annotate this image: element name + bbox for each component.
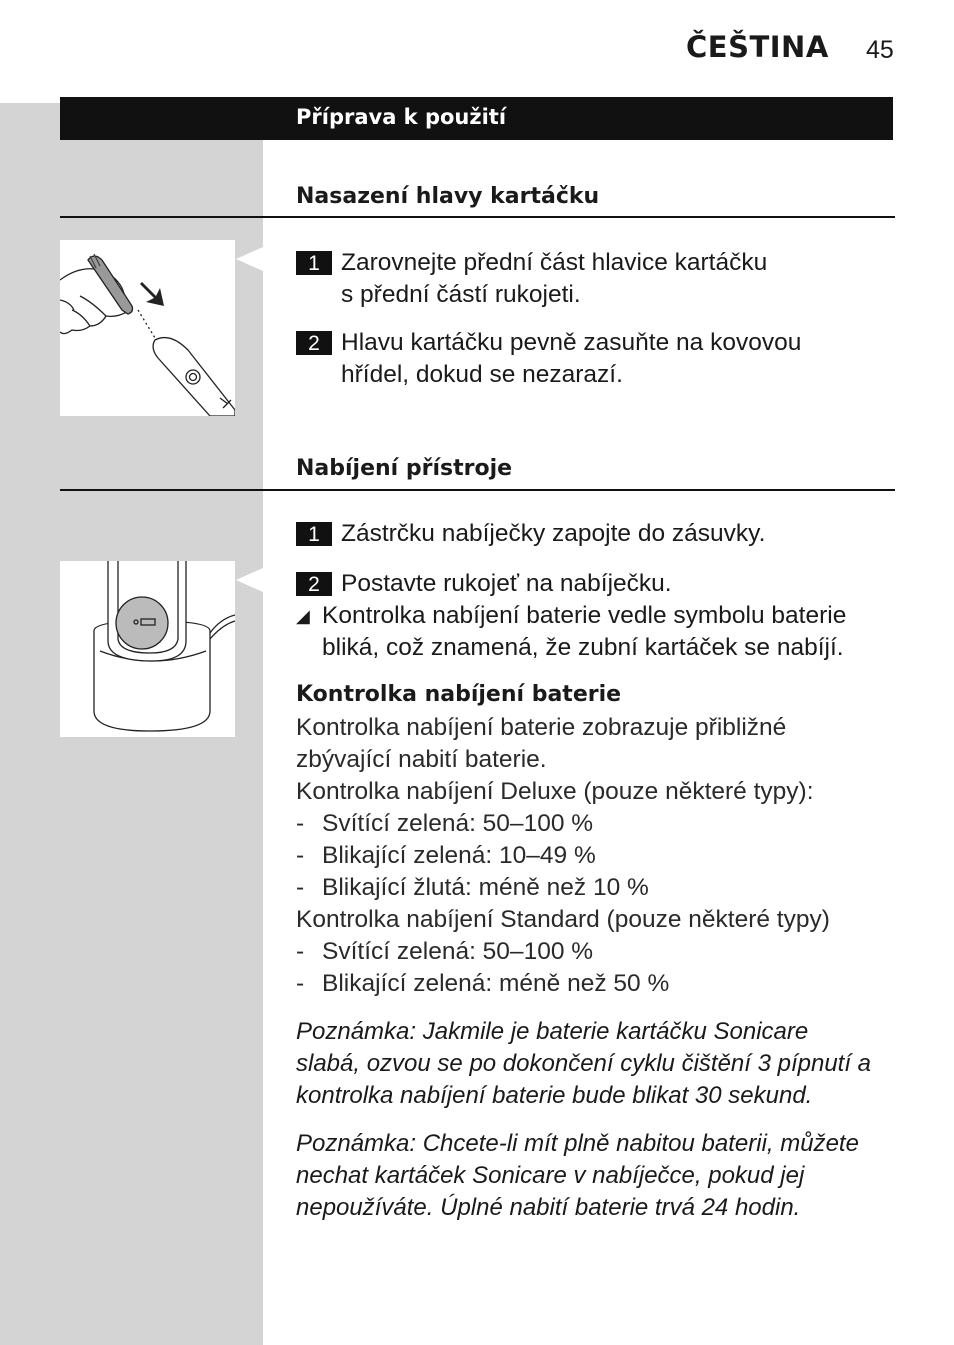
standard-item: - Svítící zelená: 50–100 % [296, 938, 594, 965]
note-line: slabá, ozvou se po dokončení cyklu čištění 3 pípnutí a [296, 1050, 872, 1077]
language-heading: ČEŠTINA [686, 30, 829, 64]
deluxe-item: - Blikající žlutá: méně než 10 % [296, 874, 649, 901]
step-1-charging [296, 518, 886, 550]
step-number: 1 [296, 522, 332, 546]
step-1-brush-head [296, 247, 886, 311]
step-text-line1: Zarovnejte přední část hlavice kartáčku [341, 249, 768, 276]
step-text-line1: Postavte rukojeť na nabíječku. [341, 570, 672, 597]
step-text-line1: Hlavu kartáčku pevně zasuňte na kovovou [341, 329, 802, 356]
standard-item: - Blikající zelená: méně než 50 % [296, 970, 670, 997]
section-title-brush-head: Nasazení hlavy kartáčku [296, 184, 600, 209]
note-line: nepoužíváte. Úplné nabití baterie trvá 24 hodin. [296, 1194, 801, 1221]
bullet-text-line2: bliká, což znamená, že zubní kartáček se nabíjí. [322, 634, 844, 661]
bullet-arrow-icon: ◢ [296, 606, 310, 626]
step-number: 1 [296, 251, 332, 275]
step-2-charging [296, 568, 886, 600]
battery-indicator-text [296, 712, 896, 1000]
battery-indicator-title: Kontrolka nabíjení baterie [296, 682, 622, 707]
note-line: Poznámka: Chcete-li mít plně nabitou baterii, můžete [296, 1130, 859, 1157]
step-number: 2 [296, 331, 332, 355]
deluxe-item: - Svítící zelená: 50–100 % [296, 810, 594, 837]
result-bullet [296, 600, 896, 664]
note-line: kontrolka nabíjení baterie bude blikat 30 sekund. [296, 1082, 813, 1109]
charger-illustration [60, 561, 235, 737]
section-title-charging: Nabíjení přístroje [296, 456, 513, 481]
bullet-text-line1: Kontrolka nabíjení baterie vedle symbolu baterie [322, 602, 847, 629]
illustration-pointer [236, 247, 263, 271]
charger-drawing [60, 561, 235, 737]
illustration-pointer [236, 568, 263, 592]
step-text-line1: Zástrčku nabíječky zapojte do zásuvky. [341, 520, 766, 547]
battery-intro-line2: zbývající nabití baterie. [296, 746, 547, 773]
deluxe-label: Kontrolka nabíjení Deluxe (pouze některé typy): [296, 778, 814, 805]
section-divider [60, 216, 895, 218]
step-number: 2 [296, 572, 332, 596]
note-low-battery [296, 1016, 896, 1112]
note-line: nechat kartáček Sonicare v nabíječce, pokud jej [296, 1162, 805, 1189]
battery-intro-line1: Kontrolka nabíjení baterie zobrazuje přibližné [296, 714, 787, 741]
section-divider [60, 489, 895, 491]
step-text-line2: hřídel, dokud se nezarazí. [341, 361, 623, 388]
note-line: Poznámka: Jakmile je baterie kartáčku Sonicare [296, 1018, 809, 1045]
step-text-line2: s přední částí rukojeti. [341, 281, 581, 308]
section-banner [60, 97, 893, 140]
brush-attach-illustration [60, 240, 235, 416]
step-2-brush-head [296, 327, 886, 391]
standard-label: Kontrolka nabíjení Standard (pouze některé typy) [296, 906, 830, 933]
brush-attach-drawing [60, 240, 235, 416]
deluxe-item: - Blikající zelená: 10–49 % [296, 842, 596, 869]
note-full-charge [296, 1128, 896, 1224]
banner-title: Příprava k použití [296, 105, 507, 129]
page-number: 45 [866, 36, 894, 64]
